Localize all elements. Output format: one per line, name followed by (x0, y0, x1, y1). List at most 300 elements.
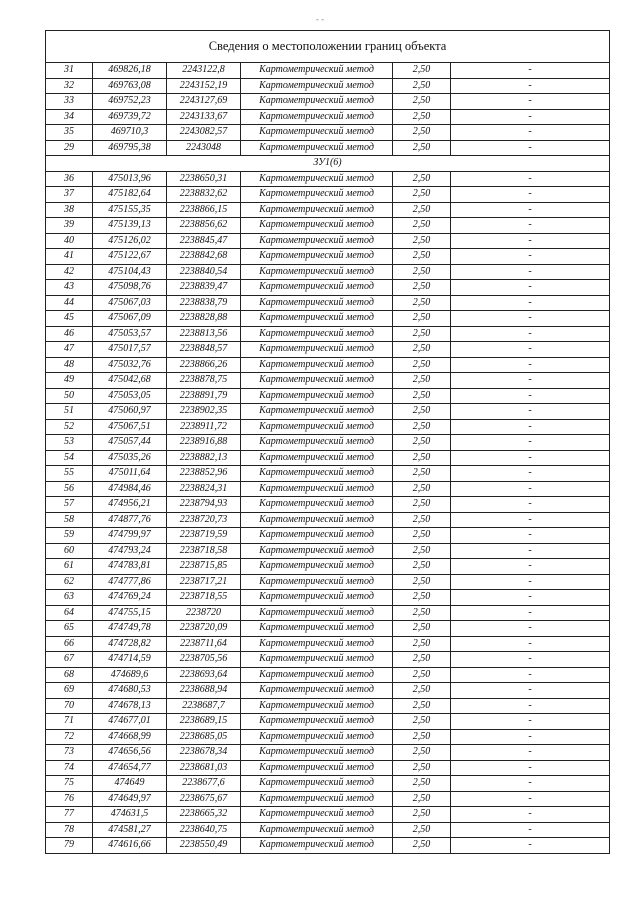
table-row (46, 171, 610, 187)
point-number-cell: 75 (46, 776, 93, 792)
description-cell: - (451, 636, 610, 652)
point-number-cell: 68 (46, 667, 93, 683)
y-coordinate-cell: 2238911,72 (167, 419, 241, 435)
table-row (46, 838, 610, 854)
y-coordinate-cell: 2238719,59 (167, 528, 241, 544)
method-cell: Картометрический метод (241, 714, 393, 730)
table-row (46, 528, 610, 544)
x-coordinate-cell: 475017,57 (93, 342, 167, 358)
precision-cell: 2,50 (393, 698, 451, 714)
y-coordinate-cell: 2243152,19 (167, 78, 241, 94)
precision-cell: 2,50 (393, 822, 451, 838)
description-cell: - (451, 63, 610, 79)
method-cell: Картометрический метод (241, 776, 393, 792)
table-row (46, 326, 610, 342)
x-coordinate-cell: 469795,38 (93, 140, 167, 156)
method-cell: Картометрический метод (241, 621, 393, 637)
x-coordinate-cell: 474649 (93, 776, 167, 792)
precision-cell: 2,50 (393, 280, 451, 296)
precision-cell: 2,50 (393, 807, 451, 823)
x-coordinate-cell: 475053,57 (93, 326, 167, 342)
method-cell: Картометрический метод (241, 435, 393, 451)
point-number-cell: 67 (46, 652, 93, 668)
method-cell: Картометрический метод (241, 94, 393, 110)
table-row (46, 63, 610, 79)
precision-cell: 2,50 (393, 311, 451, 327)
point-number-cell: 35 (46, 125, 93, 141)
y-coordinate-cell: 2238813,56 (167, 326, 241, 342)
description-cell: - (451, 543, 610, 559)
method-cell: Картометрический метод (241, 698, 393, 714)
method-cell: Картометрический метод (241, 636, 393, 652)
description-cell: - (451, 218, 610, 234)
table-row (46, 512, 610, 528)
description-cell: - (451, 838, 610, 854)
point-number-cell: 51 (46, 404, 93, 420)
method-cell: Картометрический метод (241, 187, 393, 203)
description-cell: - (451, 295, 610, 311)
description-cell: - (451, 590, 610, 606)
point-number-cell: 34 (46, 109, 93, 125)
point-number-cell: 65 (46, 621, 93, 637)
x-coordinate-cell: 474769,24 (93, 590, 167, 606)
precision-cell: 2,50 (393, 497, 451, 513)
description-cell: - (451, 357, 610, 373)
method-cell: Картометрический метод (241, 295, 393, 311)
precision-cell: 2,50 (393, 187, 451, 203)
precision-cell: 2,50 (393, 125, 451, 141)
point-number-cell: 58 (46, 512, 93, 528)
method-cell: Картометрический метод (241, 404, 393, 420)
description-cell: - (451, 109, 610, 125)
table-row (46, 574, 610, 590)
method-cell: Картометрический метод (241, 450, 393, 466)
table-row (46, 435, 610, 451)
method-cell: Картометрический метод (241, 760, 393, 776)
y-coordinate-cell: 2238866,15 (167, 202, 241, 218)
y-coordinate-cell: 2238824,31 (167, 481, 241, 497)
point-number-cell: 36 (46, 171, 93, 187)
precision-cell: 2,50 (393, 404, 451, 420)
table-row (46, 388, 610, 404)
precision-cell: 2,50 (393, 326, 451, 342)
x-coordinate-cell: 474680,53 (93, 683, 167, 699)
method-cell: Картометрический метод (241, 497, 393, 513)
x-coordinate-cell: 469763,08 (93, 78, 167, 94)
x-coordinate-cell: 475126,02 (93, 233, 167, 249)
table-row (46, 466, 610, 482)
x-coordinate-cell: 474749,78 (93, 621, 167, 637)
x-coordinate-cell: 474714,59 (93, 652, 167, 668)
method-cell: Картометрический метод (241, 605, 393, 621)
x-coordinate-cell: 475067,03 (93, 295, 167, 311)
point-number-cell: 43 (46, 280, 93, 296)
x-coordinate-cell: 474793,24 (93, 543, 167, 559)
y-coordinate-cell: 2238916,88 (167, 435, 241, 451)
y-coordinate-cell: 2238902,35 (167, 404, 241, 420)
table-row (46, 745, 610, 761)
description-cell: - (451, 202, 610, 218)
description-cell: - (451, 698, 610, 714)
precision-cell: 2,50 (393, 140, 451, 156)
table-row (46, 559, 610, 575)
point-number-cell: 59 (46, 528, 93, 544)
y-coordinate-cell: 2238828,88 (167, 311, 241, 327)
y-coordinate-cell: 2238640,75 (167, 822, 241, 838)
point-number-cell: 71 (46, 714, 93, 730)
description-cell: - (451, 745, 610, 761)
precision-cell: 2,50 (393, 760, 451, 776)
table-row (46, 683, 610, 699)
point-number-cell: 46 (46, 326, 93, 342)
y-coordinate-cell: 2243048 (167, 140, 241, 156)
method-cell: Картометрический метод (241, 466, 393, 482)
method-cell: Картометрический метод (241, 791, 393, 807)
y-coordinate-cell: 2243122,8 (167, 63, 241, 79)
table-row (46, 807, 610, 823)
description-cell: - (451, 187, 610, 203)
point-number-cell: 70 (46, 698, 93, 714)
point-number-cell: 31 (46, 63, 93, 79)
precision-cell: 2,50 (393, 388, 451, 404)
y-coordinate-cell: 2238550,49 (167, 838, 241, 854)
y-coordinate-cell: 2238685,05 (167, 729, 241, 745)
y-coordinate-cell: 2238677,6 (167, 776, 241, 792)
point-number-cell: 38 (46, 202, 93, 218)
table-row (46, 357, 610, 373)
y-coordinate-cell: 2238675,67 (167, 791, 241, 807)
description-cell: - (451, 714, 610, 730)
y-coordinate-cell: 2238715,85 (167, 559, 241, 575)
precision-cell: 2,50 (393, 249, 451, 265)
description-cell: - (451, 233, 610, 249)
point-number-cell: 72 (46, 729, 93, 745)
method-cell: Картометрический метод (241, 745, 393, 761)
precision-cell: 2,50 (393, 435, 451, 451)
section-row (46, 156, 610, 172)
description-cell: - (451, 683, 610, 699)
x-coordinate-cell: 474581,27 (93, 822, 167, 838)
x-coordinate-cell: 474656,56 (93, 745, 167, 761)
x-coordinate-cell: 474654,77 (93, 760, 167, 776)
precision-cell: 2,50 (393, 528, 451, 544)
y-coordinate-cell: 2238840,54 (167, 264, 241, 280)
x-coordinate-cell: 475057,44 (93, 435, 167, 451)
point-number-cell: 53 (46, 435, 93, 451)
x-coordinate-cell: 475032,76 (93, 357, 167, 373)
table-row (46, 543, 610, 559)
method-cell: Картометрический метод (241, 233, 393, 249)
x-coordinate-cell: 469710,3 (93, 125, 167, 141)
x-coordinate-cell: 474755,15 (93, 605, 167, 621)
description-cell: - (451, 528, 610, 544)
x-coordinate-cell: 474649,97 (93, 791, 167, 807)
method-cell: Картометрический метод (241, 218, 393, 234)
method-cell: Картометрический метод (241, 652, 393, 668)
y-coordinate-cell: 2238856,62 (167, 218, 241, 234)
y-coordinate-cell: 2243082,57 (167, 125, 241, 141)
point-number-cell: 49 (46, 373, 93, 389)
x-coordinate-cell: 475035,26 (93, 450, 167, 466)
x-coordinate-cell: 474777,86 (93, 574, 167, 590)
description-cell: - (451, 435, 610, 451)
precision-cell: 2,50 (393, 357, 451, 373)
precision-cell: 2,50 (393, 543, 451, 559)
y-coordinate-cell: 2238891,79 (167, 388, 241, 404)
description-cell: - (451, 264, 610, 280)
point-number-cell: 45 (46, 311, 93, 327)
point-number-cell: 77 (46, 807, 93, 823)
table-row (46, 342, 610, 358)
description-cell: - (451, 326, 610, 342)
description-cell: - (451, 497, 610, 513)
table-body (46, 31, 610, 854)
y-coordinate-cell: 2238845,47 (167, 233, 241, 249)
y-coordinate-cell: 2238852,96 (167, 466, 241, 482)
x-coordinate-cell: 475139,13 (93, 218, 167, 234)
method-cell: Картометрический метод (241, 63, 393, 79)
x-coordinate-cell: 474668,99 (93, 729, 167, 745)
table-row (46, 280, 610, 296)
title-row (46, 31, 610, 63)
table-row (46, 94, 610, 110)
y-coordinate-cell: 2238794,93 (167, 497, 241, 513)
y-coordinate-cell: 2238718,58 (167, 543, 241, 559)
description-cell: - (451, 729, 610, 745)
y-coordinate-cell: 2238720,73 (167, 512, 241, 528)
x-coordinate-cell: 474631,5 (93, 807, 167, 823)
method-cell: Картометрический метод (241, 667, 393, 683)
point-number-cell: 63 (46, 590, 93, 606)
method-cell: Картометрический метод (241, 574, 393, 590)
table-row (46, 78, 610, 94)
table-row (46, 295, 610, 311)
y-coordinate-cell: 2243127,69 (167, 94, 241, 110)
precision-cell: 2,50 (393, 419, 451, 435)
precision-cell: 2,50 (393, 683, 451, 699)
table-row (46, 233, 610, 249)
y-coordinate-cell: 2238720 (167, 605, 241, 621)
table-row (46, 636, 610, 652)
y-coordinate-cell: 2238848,57 (167, 342, 241, 358)
x-coordinate-cell: 475042,68 (93, 373, 167, 389)
y-coordinate-cell: 2238718,55 (167, 590, 241, 606)
y-coordinate-cell: 2238882,13 (167, 450, 241, 466)
precision-cell: 2,50 (393, 574, 451, 590)
precision-cell: 2,50 (393, 729, 451, 745)
precision-cell: 2,50 (393, 481, 451, 497)
method-cell: Картометрический метод (241, 729, 393, 745)
precision-cell: 2,50 (393, 667, 451, 683)
y-coordinate-cell: 2238838,79 (167, 295, 241, 311)
table-row (46, 497, 610, 513)
point-number-cell: 32 (46, 78, 93, 94)
x-coordinate-cell: 474616,66 (93, 838, 167, 854)
table-row (46, 311, 610, 327)
y-coordinate-cell: 2238693,64 (167, 667, 241, 683)
precision-cell: 2,50 (393, 94, 451, 110)
boundary-coordinates-sheet (45, 30, 609, 854)
table-row (46, 698, 610, 714)
x-coordinate-cell: 474728,82 (93, 636, 167, 652)
point-number-cell: 29 (46, 140, 93, 156)
table-row (46, 404, 610, 420)
table-row (46, 481, 610, 497)
point-number-cell: 44 (46, 295, 93, 311)
table-row (46, 187, 610, 203)
y-coordinate-cell: 2238866,26 (167, 357, 241, 373)
x-coordinate-cell: 475060,97 (93, 404, 167, 420)
description-cell: - (451, 171, 610, 187)
point-number-cell: 54 (46, 450, 93, 466)
x-coordinate-cell: 474984,46 (93, 481, 167, 497)
x-coordinate-cell: 469739,72 (93, 109, 167, 125)
precision-cell: 2,50 (393, 78, 451, 94)
method-cell: Картометрический метод (241, 807, 393, 823)
y-coordinate-cell: 2243133,67 (167, 109, 241, 125)
table-row (46, 729, 610, 745)
description-cell: - (451, 652, 610, 668)
x-coordinate-cell: 474783,81 (93, 559, 167, 575)
point-number-cell: 60 (46, 543, 93, 559)
table-row (46, 605, 610, 621)
boundary-coordinates-table (45, 30, 610, 854)
x-coordinate-cell: 475182,64 (93, 187, 167, 203)
precision-cell: 2,50 (393, 202, 451, 218)
description-cell: - (451, 605, 610, 621)
precision-cell: 2,50 (393, 559, 451, 575)
point-number-cell: 50 (46, 388, 93, 404)
method-cell: Картометрический метод (241, 109, 393, 125)
description-cell: - (451, 404, 610, 420)
description-cell: - (451, 776, 610, 792)
description-cell: - (451, 481, 610, 497)
description-cell: - (451, 760, 610, 776)
precision-cell: 2,50 (393, 745, 451, 761)
point-number-cell: 76 (46, 791, 93, 807)
point-number-cell: 64 (46, 605, 93, 621)
point-number-cell: 73 (46, 745, 93, 761)
precision-cell: 2,50 (393, 838, 451, 854)
description-cell: - (451, 559, 610, 575)
table-row (46, 419, 610, 435)
method-cell: Картометрический метод (241, 342, 393, 358)
method-cell: Картометрический метод (241, 264, 393, 280)
method-cell: Картометрический метод (241, 822, 393, 838)
point-number-cell: 74 (46, 760, 93, 776)
precision-cell: 2,50 (393, 63, 451, 79)
method-cell: Картометрический метод (241, 249, 393, 265)
precision-cell: 2,50 (393, 636, 451, 652)
description-cell: - (451, 667, 610, 683)
y-coordinate-cell: 2238678,34 (167, 745, 241, 761)
x-coordinate-cell: 474689,6 (93, 667, 167, 683)
precision-cell: 2,50 (393, 776, 451, 792)
table-row (46, 791, 610, 807)
table-row (46, 760, 610, 776)
point-number-cell: 47 (46, 342, 93, 358)
method-cell: Картометрический метод (241, 202, 393, 218)
method-cell: Картометрический метод (241, 683, 393, 699)
y-coordinate-cell: 2238665,32 (167, 807, 241, 823)
y-coordinate-cell: 2238681,03 (167, 760, 241, 776)
point-number-cell: 56 (46, 481, 93, 497)
precision-cell: 2,50 (393, 590, 451, 606)
point-number-cell: 69 (46, 683, 93, 699)
method-cell: Картометрический метод (241, 543, 393, 559)
method-cell: Картометрический метод (241, 326, 393, 342)
method-cell: Картометрический метод (241, 311, 393, 327)
method-cell: Картометрический метод (241, 373, 393, 389)
description-cell: - (451, 78, 610, 94)
point-number-cell: 61 (46, 559, 93, 575)
table-row (46, 590, 610, 606)
point-number-cell: 55 (46, 466, 93, 482)
method-cell: Картометрический метод (241, 419, 393, 435)
description-cell: - (451, 512, 610, 528)
method-cell: Картометрический метод (241, 481, 393, 497)
x-coordinate-cell: 474799,97 (93, 528, 167, 544)
table-row (46, 822, 610, 838)
method-cell: Картометрический метод (241, 559, 393, 575)
x-coordinate-cell: 475122,67 (93, 249, 167, 265)
x-coordinate-cell: 475098,76 (93, 280, 167, 296)
description-cell: - (451, 249, 610, 265)
description-cell: - (451, 140, 610, 156)
page-number: - - (315, 14, 325, 24)
precision-cell: 2,50 (393, 342, 451, 358)
precision-cell: 2,50 (393, 466, 451, 482)
point-number-cell: 42 (46, 264, 93, 280)
x-coordinate-cell: 475011,64 (93, 466, 167, 482)
description-cell: - (451, 280, 610, 296)
description-cell: - (451, 419, 610, 435)
description-cell: - (451, 311, 610, 327)
x-coordinate-cell: 474956,21 (93, 497, 167, 513)
point-number-cell: 41 (46, 249, 93, 265)
point-number-cell: 37 (46, 187, 93, 203)
description-cell: - (451, 388, 610, 404)
precision-cell: 2,50 (393, 264, 451, 280)
point-number-cell: 66 (46, 636, 93, 652)
precision-cell: 2,50 (393, 714, 451, 730)
x-coordinate-cell: 474877,76 (93, 512, 167, 528)
y-coordinate-cell: 2238687,7 (167, 698, 241, 714)
description-cell: - (451, 373, 610, 389)
precision-cell: 2,50 (393, 605, 451, 621)
table-row (46, 714, 610, 730)
point-number-cell: 79 (46, 838, 93, 854)
description-cell: - (451, 807, 610, 823)
table-row (46, 450, 610, 466)
point-number-cell: 57 (46, 497, 93, 513)
point-number-cell: 33 (46, 94, 93, 110)
table-row (46, 249, 610, 265)
x-coordinate-cell: 474677,01 (93, 714, 167, 730)
table-row (46, 264, 610, 280)
precision-cell: 2,50 (393, 109, 451, 125)
table-row (46, 667, 610, 683)
description-cell: - (451, 342, 610, 358)
table-row (46, 125, 610, 141)
y-coordinate-cell: 2238711,64 (167, 636, 241, 652)
table-row (46, 621, 610, 637)
table-row (46, 202, 610, 218)
table-row (46, 140, 610, 156)
x-coordinate-cell: 475067,51 (93, 419, 167, 435)
table-row (46, 373, 610, 389)
precision-cell: 2,50 (393, 373, 451, 389)
